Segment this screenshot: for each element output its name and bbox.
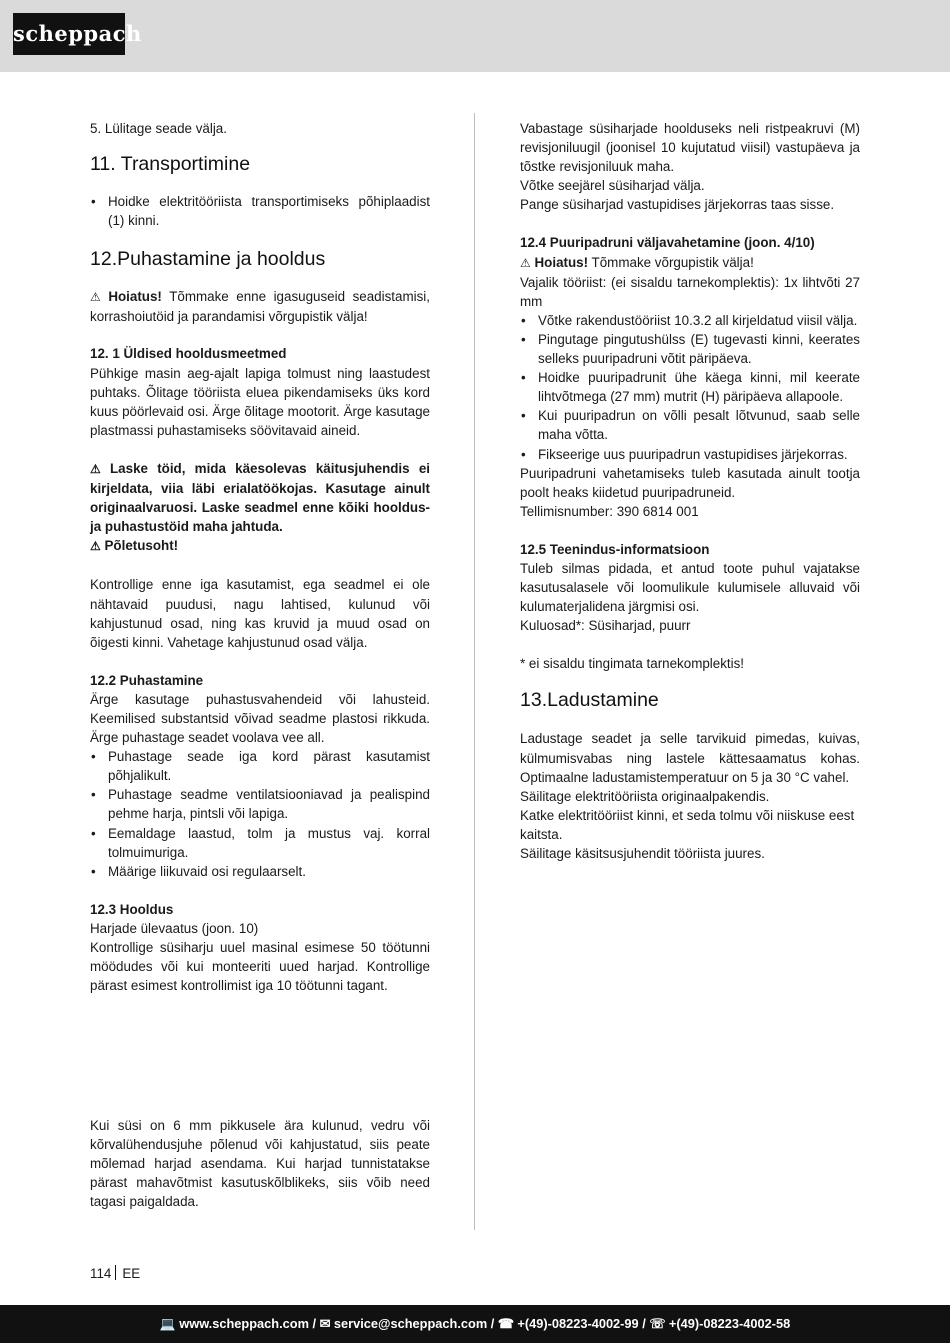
list-item-text: Hoidke elektritööriista transportimiseks põhiplaadist (1) kinni.	[108, 194, 430, 229]
footnote: * ei sisaldu tingimata tarnekomplektis!	[520, 656, 745, 672]
bullet-icon: •	[521, 331, 526, 347]
warning-label: Hoiatus!	[534, 254, 589, 270]
column-divider	[474, 113, 475, 1230]
brush-paragraph-block	[90, 1116, 430, 1211]
warning-label: Hoiatus!	[108, 289, 162, 305]
tools-paragraph: Vajalik tööriist: (ei sisaldu tarnekomplektis): 1x lihtvõti 27 mm	[520, 274, 860, 309]
computer-icon: 💻	[159, 1316, 176, 1331]
footer-separator	[115, 1265, 116, 1280]
left-column	[90, 119, 430, 995]
subsection-12-5-text: Tuleb silmas pidada, et antud toote puhul vajatakse kasutusalasele või loomulikule kulumisele alluvaid või kulumaterjalidena järgmisi osi.	[520, 560, 860, 615]
bullet-icon: •	[91, 863, 96, 879]
storage-line: Säilitage elektritööriista originaalpakendis.	[520, 788, 770, 804]
warning-paragraph	[90, 287, 430, 326]
step-5: 5. Lülitage seade välja.	[90, 121, 227, 136]
language-code: EE	[122, 1266, 141, 1281]
list-item	[90, 824, 430, 862]
list-item	[520, 330, 860, 368]
list-item-text: Eemaldage laastud, tolm ja mustus vaj. korral tolmuimuriga.	[108, 825, 430, 860]
list-item	[90, 747, 430, 785]
page-footer	[90, 1264, 140, 1283]
bullet-icon: •	[91, 787, 96, 803]
bullet-icon: •	[521, 408, 526, 424]
list-item-text: Puhastage seade iga kord pärast kasutamist põhjalikult.	[108, 749, 430, 784]
bullet-icon: •	[91, 749, 96, 765]
subsection-12-5-title: 12.5 Teenindus-informatsioon	[520, 541, 710, 557]
subsection-12-2-title: 12.2 Puhastamine	[90, 672, 204, 688]
order-number: Tellimisnumber: 390 6814 001	[520, 503, 699, 519]
contact-line: www.scheppach.com / ✉ service@scheppach.com / ☎ +(49)-08223-4002-99 / ☏ +(49)-08223-4002-58	[179, 1316, 791, 1331]
section-number: 13.	[520, 689, 548, 712]
list-item-text: Pingutage pingutushülss (E) tugevasti kinni, keerates selleks puuripadruni võtit päripäeva.	[538, 331, 860, 367]
list-item	[520, 406, 860, 444]
brush-paragraph: Kui süsi on 6 mm pikkusele ära kulunud, vedru või kõrvalühendusjuhe põlenud või kahjustatud, siis peate mõlemad harjad asendama. Kui harjad tunnistatakse pärast mahavõtmist kasutuskõlblikeks, siis võib need tagasi paigaldada.	[90, 1118, 430, 1210]
section-title: Ladustamine	[547, 689, 659, 712]
list-item	[520, 445, 860, 464]
list-item	[520, 368, 860, 406]
brushes-line: Pange süsiharjad vastupidises järjekorras taas sisse.	[520, 197, 835, 213]
list-item	[520, 311, 860, 330]
bullet-icon: •	[521, 370, 526, 386]
warning-text: Tõmmake enne igasuguseid seadistamisi, korrashoiutöid ja parandamisi võrgupistik välja!	[90, 289, 430, 325]
storage-line: Säilitage käsitsusjuhendit tööriista juures.	[520, 846, 765, 861]
bullet-icon: •	[521, 312, 526, 328]
list-item	[90, 862, 430, 881]
brushes-line: Võtke seejärel süsiharjad välja.	[520, 178, 705, 194]
bullet-icon: •	[91, 194, 96, 210]
list-item-text: Puhastage seadme ventilatsiooniavad ja pealispind pehme harja, pintsli või lapiga.	[108, 787, 430, 822]
subsection-12-3-title: 12.3 Hooldus	[90, 901, 174, 917]
warning-triangle-icon: ⚠	[90, 290, 101, 305]
list-item-text: Hoidke puuripadrunit ühe käega kinni, mil keerate lihtvõtmega (27 mm) mutrit (H) päripäeva allapoole.	[538, 370, 860, 405]
section-title: Transportimine	[120, 153, 251, 176]
chuck-paragraph: Puuripadruni vahetamiseks tuleb kasutada ainult tootja poolt heaks kiidetud puuripadruneid.	[520, 465, 860, 500]
subsection-12-3-line: Harjade ülevaatus (joon. 10)	[90, 920, 259, 936]
check-paragraph: Kontrollige enne iga kasutamist, ega seadmel ei ole nähtavaid puudusi, nagu lahtised, kulunud või kahjustunud osad, ning kas kruvid ja muud osad on õigesti kinni. Vahetage kahjustunud osad välja.	[90, 577, 430, 650]
section-12-heading	[90, 247, 430, 271]
section-title: Puhastamine ja hooldus	[117, 248, 326, 271]
subsection-12-1-text: Pühkige masin aeg-ajalt lapiga tolmust ning laastudest puhtaks. Õlitage tööriista eluea pikendamiseks üks kord kuus pöörlevaid osi. Ärge õlitage mootorit. Ärge kasutage plastmassi puhastamiseks söövitavaid aineid.	[90, 365, 430, 438]
subsection-12-4-title: 12.4 Puuripadruni väljavahetamine (joon. 4/10)	[520, 235, 815, 251]
wear-parts: Kuluosad*: Süsiharjad, puurr	[520, 618, 691, 634]
brand-logo: scheppach	[13, 13, 125, 55]
header-bar	[0, 0, 950, 72]
warning-text: Põletusoht!	[104, 538, 179, 554]
section-11-heading	[90, 152, 430, 176]
warning-text: Laske töid, mida käesolevas käitusjuhendis ei kirjeldata, viia läbi erialatöökojas. Kasutage ainult originaalvaruosi. Laske seadmel enne kõiki hooldus- ja puhastustöid maha jahtuda.	[90, 460, 430, 535]
list-item-text: Määrige liikuvaid osi regulaarselt.	[108, 863, 306, 879]
subsection-12-2-text: Ärge kasutage puhastusvahendeid või lahusteid. Keemilised substantsid võivad seadme plastosi rikkuda. Ärge puhastage seadet voolava vee all.	[90, 691, 430, 746]
right-column	[520, 119, 860, 863]
warning-paragraph	[520, 253, 860, 273]
list-item-text: Fikseerige uus puuripadrun vastupidises järjekorras.	[538, 446, 848, 462]
list-item	[90, 785, 430, 823]
warning-triangle-icon: ⚠	[90, 539, 101, 554]
bullet-icon: •	[521, 446, 526, 462]
section-13-heading	[520, 688, 860, 712]
bullet-icon: •	[91, 825, 96, 841]
storage-line: Katke elektritööriist kinni, et seda tolmu või niiskuse eest kaitsta.	[520, 807, 855, 842]
contact-bar	[0, 1305, 950, 1343]
section-number: 12.	[90, 248, 118, 271]
warning-text: Tõmmake võrgupistik välja!	[588, 254, 754, 270]
warning-triangle-icon: ⚠	[520, 255, 531, 270]
list-item	[90, 192, 430, 230]
warning-paragraph	[90, 459, 430, 536]
subsection-12-1-title: 12. 1 Üldised hooldusmeetmed	[90, 346, 287, 362]
warning-paragraph	[90, 536, 430, 556]
storage-paragraph: Ladustage seadet ja selle tarvikuid pimedas, kuivas, külmumisvabas ning lastele kättesaamatus kohas. Optimaalne ladustamistemperatuur on 5 ja 30 °C vahel.	[520, 731, 860, 785]
section-number: 11.	[90, 153, 116, 176]
list-item-text: Võtke rakendustööriist 10.3.2 all kirjeldatud viisil välja.	[538, 312, 858, 328]
warning-triangle-icon: ⚠	[90, 461, 101, 476]
list-item-text: Kui puuripadrun on võlli pesalt lõtvunud, saab selle maha võtta.	[538, 408, 860, 443]
page-number: 114	[90, 1266, 112, 1281]
subsection-12-3-text: Kontrollige süsiharju uuel masinal esimese 50 töötunni möödudes või kui monteeriti uued harjad. Kontrollige pärast esimest kontrollimist iga 10 töötunni tagant.	[90, 940, 430, 994]
brushes-paragraph: Vabastage süsiharjade hoolduseks neli ristpeakruvi (M) revisjoniluugil (joonisel 10 kujutatud viisil) vastupäeva ja tõstke revisjoniluuk maha.	[520, 121, 860, 175]
